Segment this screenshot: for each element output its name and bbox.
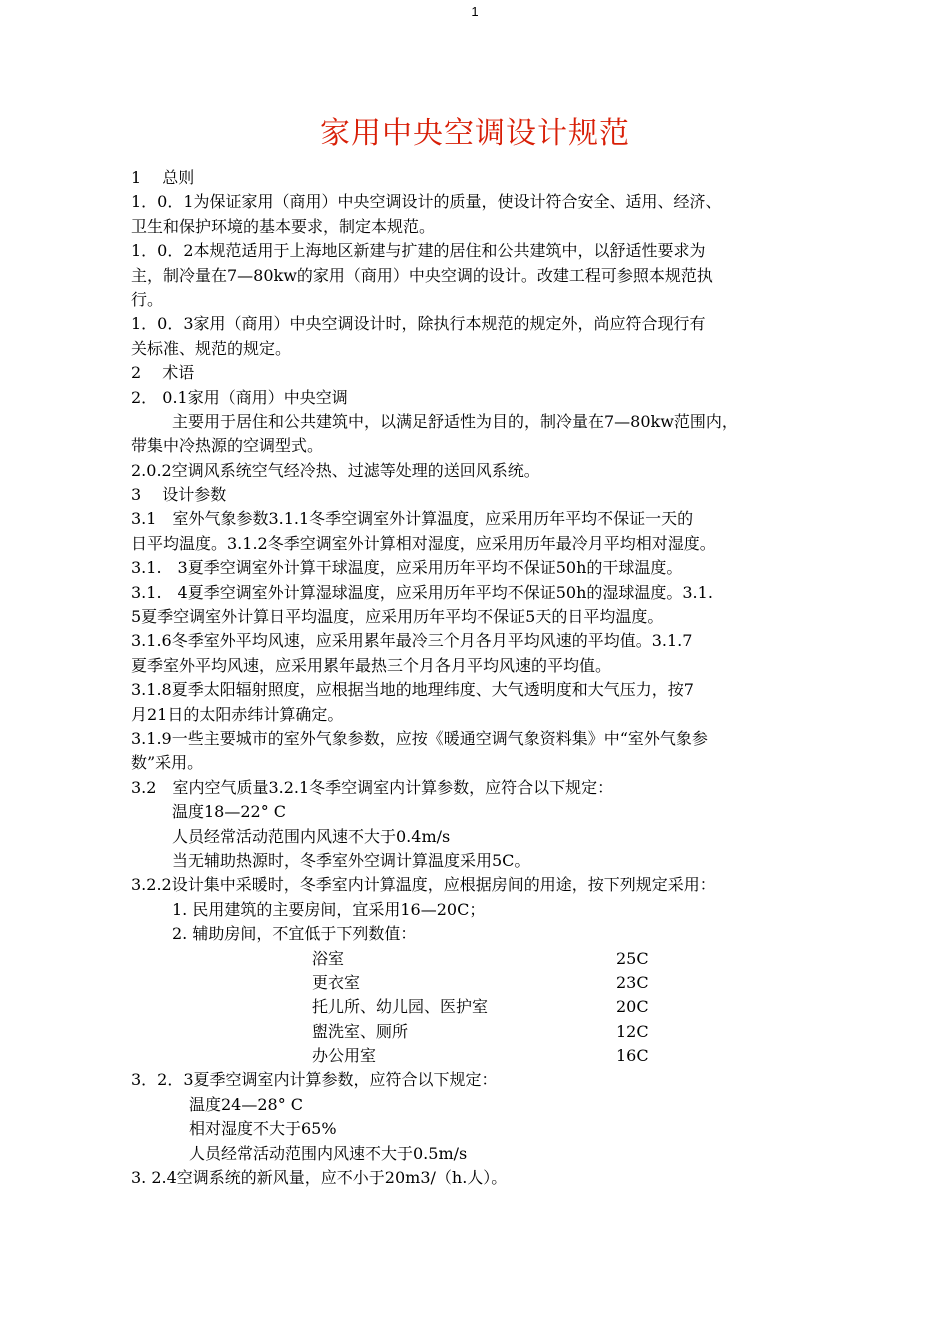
- clause-text: 卫生和保护环境的基本要求，制定本规范。: [131, 216, 436, 236]
- clause-text: 数”采用。: [131, 753, 204, 773]
- section-heading-general: 1 总则: [131, 168, 195, 187]
- clause-text: 2． 0.1家用（商用）中央空调: [131, 387, 348, 407]
- room-name: 托儿所、幼儿园、医护室: [312, 997, 489, 1017]
- table-row: [131, 1044, 837, 1068]
- room-temperature: 23C: [616, 972, 649, 992]
- clause-text: 1．0．2本规范适用于上海地区新建与扩建的居住和公共建筑中，以舒适性要求为: [131, 241, 706, 261]
- clause-text: 月21日的太阳赤纬计算确定。: [131, 704, 344, 724]
- clause-text: 3.1.6冬季室外平均风速，应采用累年最冷三个月各月平均风速的平均值。3.1.7: [131, 631, 693, 651]
- clause-text: 主要用于居住和公共建筑中，以满足舒适性为目的，制冷量在7—80kw范围内，: [172, 411, 738, 431]
- section-heading-design-parameters: 3 设计参数: [131, 485, 227, 505]
- room-temperature-table: [131, 947, 837, 1069]
- table-row: [131, 1020, 837, 1044]
- room-temperature: 25C: [616, 948, 649, 968]
- parameter-line: 相对湿度不大于65%: [189, 1119, 337, 1139]
- clause-text: 带集中冷热源的空调型式。: [131, 436, 324, 456]
- table-row: [131, 971, 837, 995]
- page-number: 1: [471, 4, 479, 19]
- clause-text: 行。: [131, 289, 164, 309]
- room-temperature: 20C: [616, 997, 649, 1017]
- room-name: 浴室: [312, 948, 345, 968]
- document-title: 家用中央空调设计规范: [320, 116, 630, 151]
- table-row: [131, 947, 837, 971]
- list-item: 1. 民用建筑的主要房间，宜采用16—20C；: [172, 899, 486, 919]
- clause-text: 3.1.8夏季太阳辐射照度，应根据当地的地理纬度、大气透明度和大气压力，按7: [131, 680, 694, 700]
- clause-text: 3.2 室内空气质量3.2.1冬季空调室内计算参数，应符合以下规定：: [131, 777, 614, 797]
- room-name: 更衣室: [312, 972, 361, 992]
- clause-text: 3.2.2设计集中采暖时，冬季室内计算温度，应根据房间的用途，按下列规定采用：: [131, 875, 716, 895]
- table-row: [131, 995, 837, 1019]
- parameter-line: 人员经常活动范围内风速不大于0.4m/s: [172, 826, 451, 846]
- parameter-line: 温度24—28° C: [189, 1094, 304, 1114]
- clause-text: 1．0．1为保证家用（商用）中央空调设计的质量，使设计符合安全、适用、经济、: [131, 192, 722, 212]
- parameter-line: 当无辅助热源时，冬季室外空调计算温度采用5C。: [172, 850, 531, 870]
- parameter-line: 温度18—22° C: [172, 802, 287, 822]
- clause-text: 1．0．3家用（商用）中央空调设计时，除执行本规范的规定外，尚应符合现行有: [131, 314, 706, 334]
- clause-text: 3．2．3夏季空调室内计算参数，应符合以下规定：: [131, 1070, 498, 1090]
- room-temperature: 16C: [616, 1046, 649, 1066]
- clause-text: 3. 2.4空调系统的新风量，应不小于20m3/（h.人）。: [131, 1168, 508, 1188]
- clause-text: 夏季室外平均风速，应采用累年最热三个月各月平均风速的平均值。: [131, 655, 612, 675]
- section-heading-terms: 2 术语: [131, 363, 195, 383]
- clause-text: 3.1. 3夏季空调室外计算干球温度，应采用历年平均不保证50h的干球温度。: [131, 558, 683, 578]
- clause-text: 5夏季空调室外计算日平均温度，应采用历年平均不保证5天的日平均温度。: [131, 607, 664, 627]
- clause-text: 3.1 室外气象参数3.1.1冬季空调室外计算温度，应采用历年平均不保证一天的: [131, 509, 694, 529]
- room-temperature: 12C: [616, 1021, 649, 1041]
- document-body: [131, 166, 837, 1190]
- parameter-line: 人员经常活动范围内风速不大于0.5m/s: [189, 1143, 468, 1163]
- room-name: 办公用室: [312, 1046, 377, 1066]
- clause-text: 2.0.2空调风系统空气经冷热、过滤等处理的送回风系统。: [131, 460, 540, 480]
- clause-text: 主，制冷量在7—80kw的家用（商用）中央空调的设计。改建工程可参照本规范执: [131, 265, 713, 285]
- room-name: 盥洗室、厕所: [312, 1021, 409, 1041]
- clause-text: 3.1.9一些主要城市的室外气象参数，应按《暖通空调气象资料集》中“室外气象参: [131, 728, 708, 748]
- clause-text: 日平均温度。3.1.2冬季空调室外计算相对湿度，应采用历年最冷月平均相对湿度。: [131, 533, 716, 553]
- clause-text: 关标准、规范的规定。: [131, 338, 292, 358]
- list-item: 2. 辅助房间，不宜低于下列数值：: [172, 924, 417, 944]
- clause-text: 3.1. 4夏季空调室外计算湿球温度，应采用历年平均不保证50h的湿球温度。3.1.: [131, 582, 713, 602]
